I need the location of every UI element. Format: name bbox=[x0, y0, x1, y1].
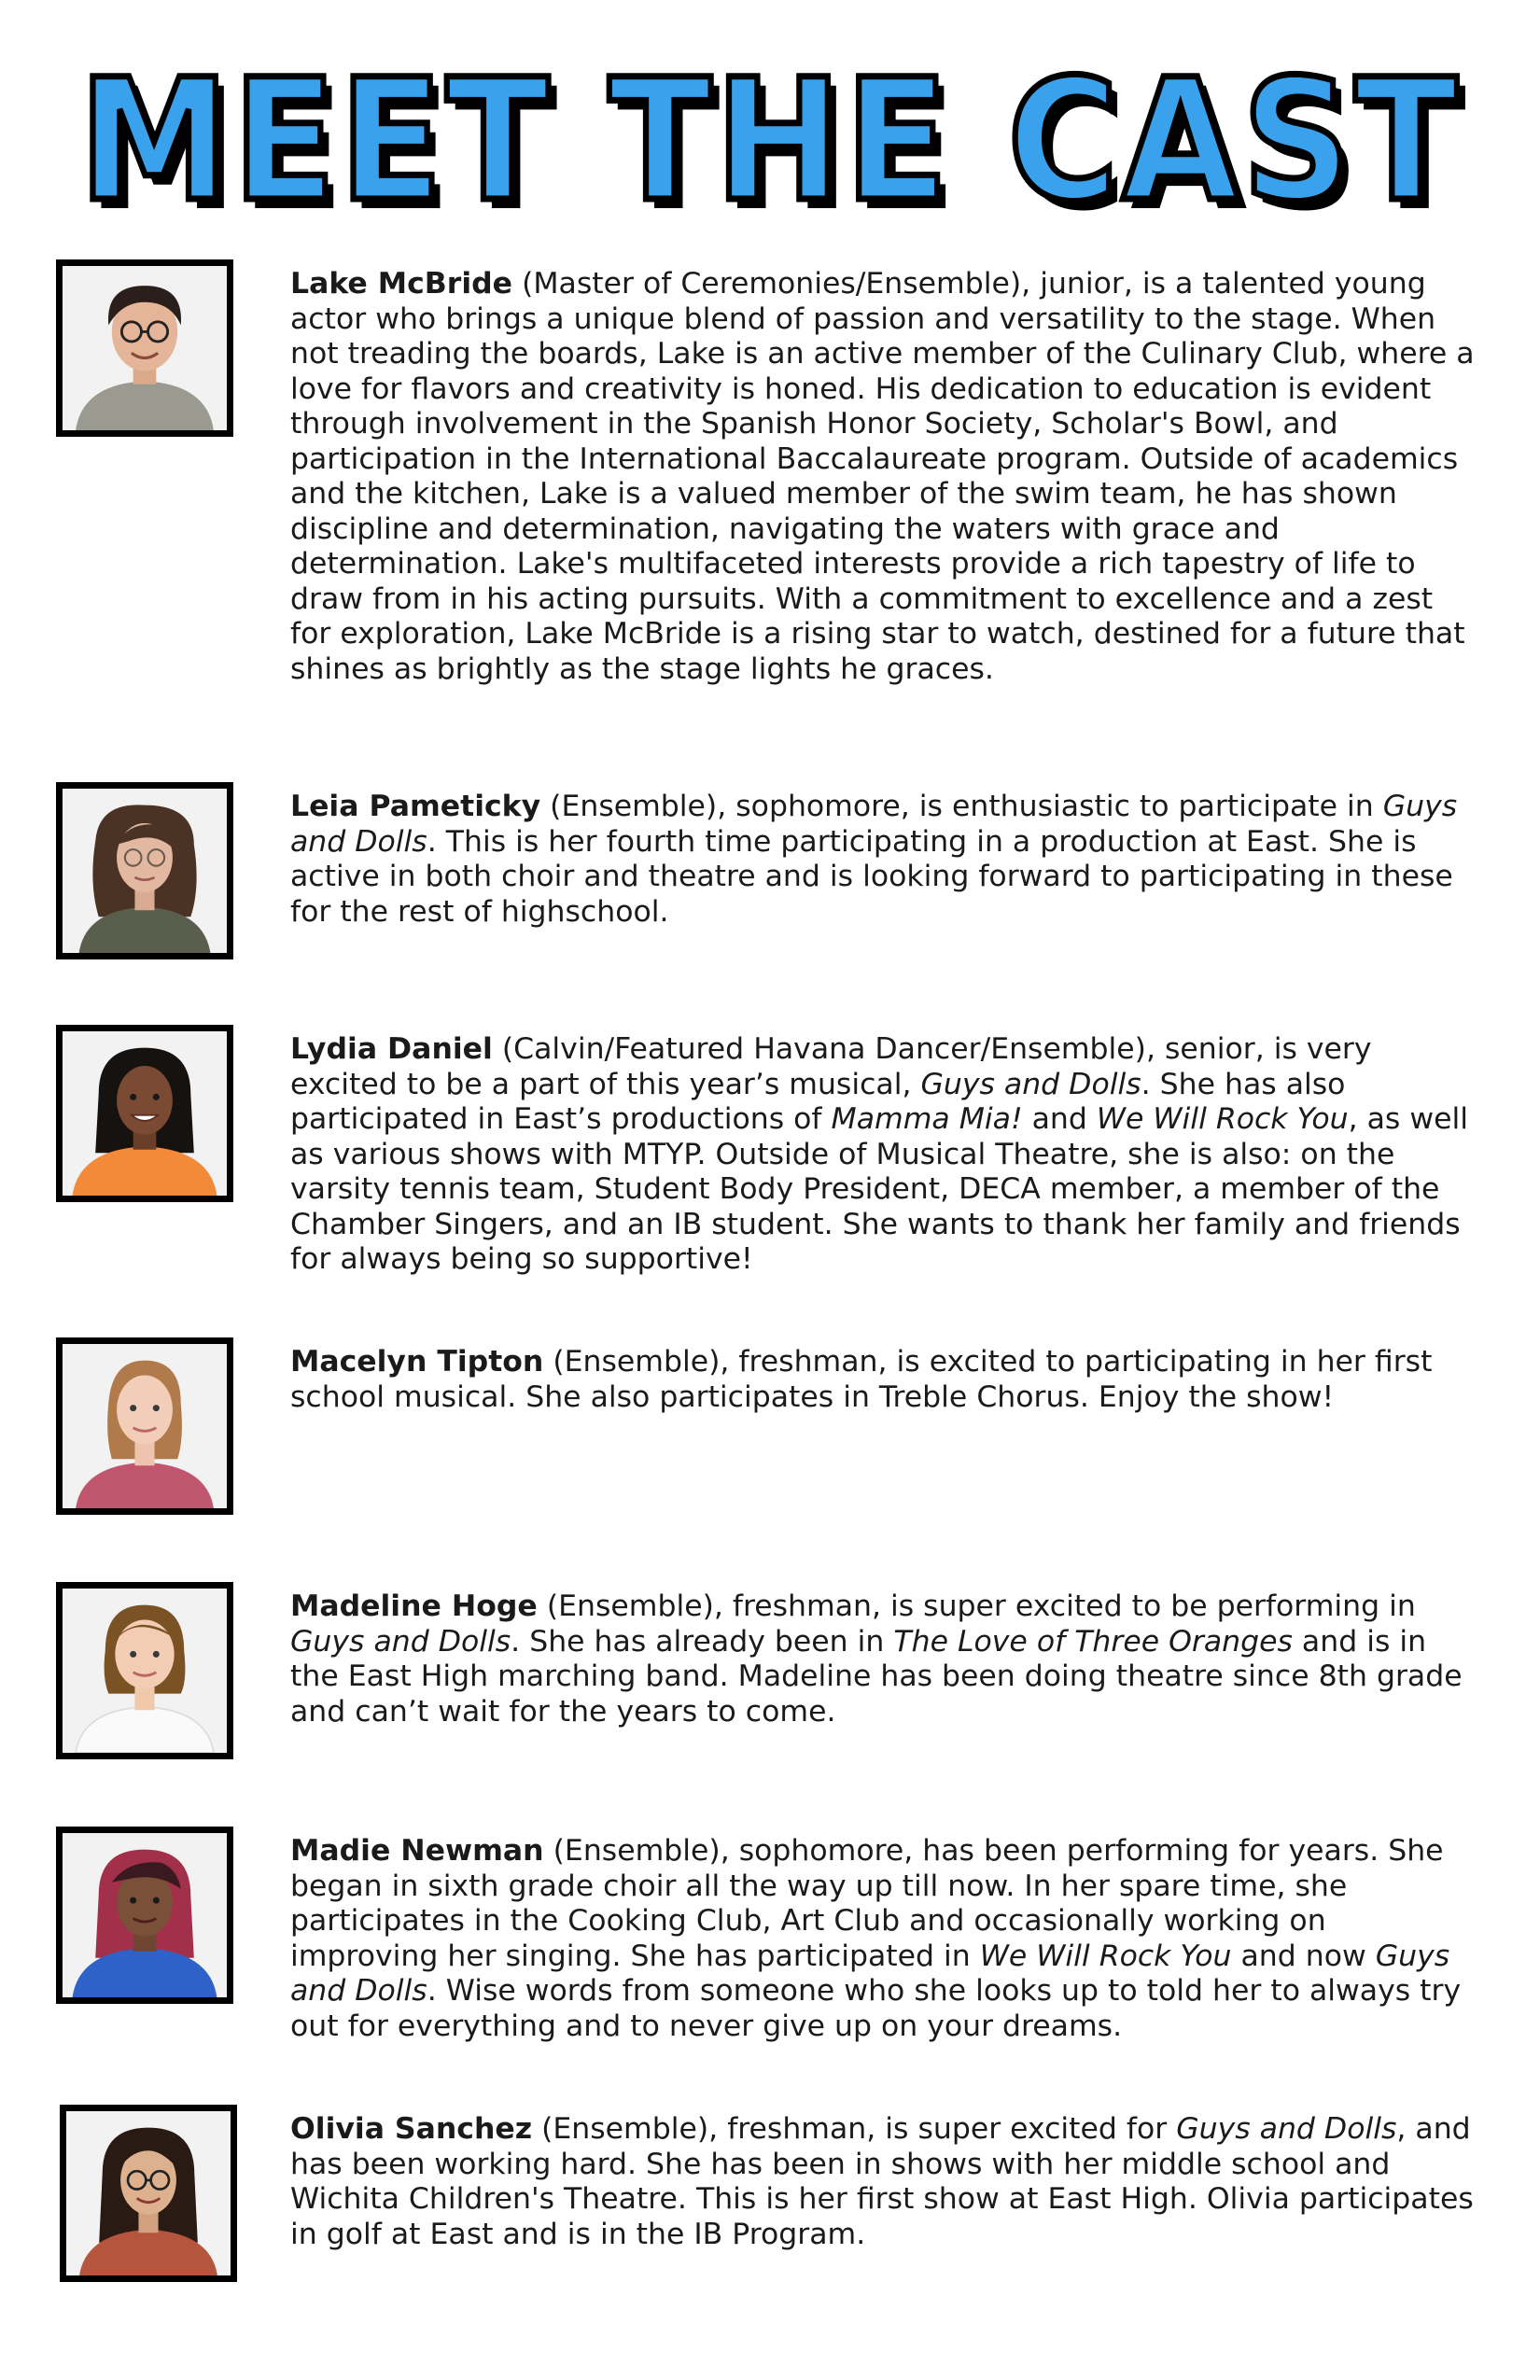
bio-text: and bbox=[1022, 1102, 1097, 1136]
show-title: Guys and Dolls bbox=[920, 1067, 1141, 1101]
headshot-photo bbox=[56, 782, 233, 959]
cast-role: (Ensemble) bbox=[546, 1589, 714, 1623]
bio-text: , sophomore, is enthusiastic to participate in bbox=[717, 790, 1383, 823]
bio-text: , freshman, is super excited for bbox=[708, 2112, 1177, 2146]
show-title: Guys and Dolls bbox=[1176, 2112, 1397, 2146]
bio-text: , freshman, is excited to participating in her first school musical. She also participates in Treble Chorus. Enjoy the show! bbox=[290, 1345, 1433, 1414]
show-title: Mamma Mia! bbox=[831, 1102, 1023, 1136]
show-title: Guys and Dolls bbox=[290, 1624, 511, 1659]
headshot-photo bbox=[56, 1337, 233, 1515]
bio-text: , sophomore, has been performing for years. She began in sixth grade choir all the way up till now. In her spare time, she participates in the Cooking Club, Art Club and occasionally working on improving her singing. She has participated in bbox=[290, 1834, 1444, 1973]
show-title: We Will Rock You bbox=[1096, 1102, 1349, 1136]
headshot-photo bbox=[56, 1025, 233, 1202]
headshot-photo bbox=[56, 1582, 233, 1759]
show-title: Guys and Dolls bbox=[290, 790, 1458, 859]
headshot-illustration bbox=[63, 1031, 227, 1196]
headshot-illustration bbox=[63, 1344, 227, 1508]
cast-bio bbox=[290, 790, 1476, 930]
headshot-illustration bbox=[63, 789, 227, 953]
cast-bio bbox=[290, 267, 1476, 687]
bio-text: . This is her fourth time participating in a production at East. She is active in both choir and theatre and is looking forward to participating in these for the rest of highschool. bbox=[290, 824, 1453, 929]
cast-name: Lake McBride bbox=[290, 267, 513, 301]
cast-name: Macelyn Tipton bbox=[290, 1345, 544, 1379]
cast-name: Lydia Daniel bbox=[290, 1032, 493, 1066]
bio-text: and now bbox=[1231, 1939, 1376, 1973]
show-title: The Love of Three Oranges bbox=[893, 1624, 1293, 1659]
cast-role: (Ensemble) bbox=[553, 1345, 721, 1379]
cast-bio bbox=[290, 1032, 1476, 1278]
headshot-photo bbox=[60, 2105, 237, 2282]
headshot-illustration bbox=[63, 266, 227, 430]
cast-name: Madie Newman bbox=[290, 1834, 544, 1868]
cast-name: Leia Pameticky bbox=[290, 790, 541, 823]
headshot-photo bbox=[56, 1827, 233, 2004]
show-title: Guys and Dolls bbox=[290, 1939, 1450, 2008]
bio-text: , junior, is a talented young actor who brings a unique blend of passion and versatility to the stage. When not treading the boards, Lake is an active member of the Culinary Club, where a love for flavors and creativity is honed. His dedication to education is evident through involvement in the Spanish Honor Society, Scholar's Bowl, and participation in the International Baccalaureate program. Outside of academics and the kitchen, Lake is a valued member of the swim team, he has shown discipline and determination, navigating the waters with grace and determination. Lake's multifaceted interests provide a rich tapestry of life to draw from in his acting pursuits. With a commitment to excellence and a zest for exploration, Lake McBride is a rising star to watch, destined for a future that shines as brightly as the stage lights he graces. bbox=[290, 267, 1475, 686]
headshot-illustration bbox=[63, 1589, 227, 1753]
cast-role: (Calvin/Featured Havana Dancer/Ensemble) bbox=[501, 1032, 1146, 1066]
cast-name: Madeline Hoge bbox=[290, 1589, 538, 1623]
cast-role: (Ensemble) bbox=[550, 790, 718, 823]
cast-bio bbox=[290, 1345, 1476, 1415]
cast-role: (Master of Ceremonies/Ensemble) bbox=[522, 267, 1022, 301]
bio-text: , and has been working hard. She has been in shows with her middle school and Wichita Children's Theatre. This is her first show at East High. Olivia participates in golf at East and is in the IB Program. bbox=[290, 2112, 1474, 2251]
show-title: We Will Rock You bbox=[979, 1939, 1232, 1973]
page-title: MEET THE CAST bbox=[78, 44, 1462, 239]
cast-bio bbox=[290, 2112, 1476, 2252]
cast-name: Olivia Sanchez bbox=[290, 2112, 533, 2146]
bio-text: . She has also participated in East’s productions of bbox=[290, 1067, 1346, 1136]
bio-text: and is in the East High marching band. Madeline has been doing theatre since 8th grade and can’t wait for the years to come. bbox=[290, 1624, 1463, 1729]
headshot-illustration bbox=[66, 2111, 231, 2275]
bio-text: . Wise words from someone who she looks up to told her to always try out for everything and to never give up on your dreams. bbox=[290, 1974, 1462, 2043]
bio-text: , as well as various shows with MTYP. Outside of Musical Theatre, she is also: on the varsity tennis team, Student Body President, DECA member, a member of the Chamber Singers, and an IB student. She wants to thank her family and friends for always being so supportive! bbox=[290, 1102, 1468, 1276]
cast-role: (Ensemble) bbox=[553, 1834, 721, 1868]
bio-text: , freshman, is super excited to be performing in bbox=[713, 1589, 1416, 1623]
cast-bio bbox=[290, 1834, 1476, 2044]
bio-text: , senior, is very excited to be a part of this year’s musical, bbox=[290, 1032, 1372, 1101]
cast-role: (Ensemble) bbox=[541, 2112, 709, 2146]
cast-bio bbox=[290, 1589, 1476, 1729]
headshot-illustration bbox=[63, 1833, 227, 1997]
headshot-photo bbox=[56, 259, 233, 437]
bio-text: . She has already been in bbox=[511, 1624, 894, 1659]
